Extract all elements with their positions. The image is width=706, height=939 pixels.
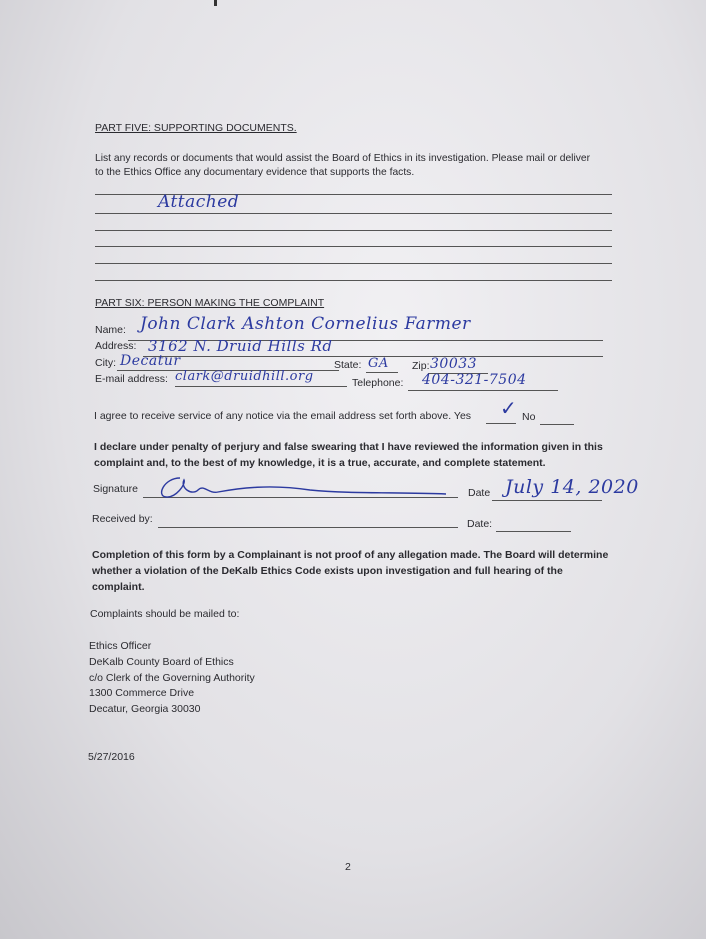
part-five-instructions-line2: to the Ethics Office any documentary evidence that supports the facts. bbox=[95, 167, 415, 178]
email-value: clark@druidhill.org bbox=[175, 369, 314, 384]
received-by-line bbox=[158, 527, 458, 528]
part-six-heading: PART SIX: PERSON MAKING THE COMPLAINT bbox=[95, 297, 325, 309]
state-value: GA bbox=[368, 356, 389, 371]
email-consent-text: I agree to receive service of any notice via the email address set forth above. Yes bbox=[94, 410, 472, 422]
received-by-label: Received by: bbox=[92, 513, 153, 525]
no-label: No bbox=[522, 411, 536, 423]
address-label: Address: bbox=[95, 340, 137, 352]
handwritten-attached: Attached bbox=[158, 192, 240, 212]
telephone-line bbox=[408, 390, 558, 391]
email-label: E-mail address: bbox=[95, 373, 168, 385]
received-date-line bbox=[496, 531, 571, 532]
email-line bbox=[175, 386, 347, 387]
telephone-label: Telephone: bbox=[352, 377, 404, 389]
date-line bbox=[492, 500, 602, 501]
page-top-mark bbox=[214, 0, 217, 6]
notice-line3: complaint. bbox=[92, 581, 145, 593]
date-label: Date bbox=[468, 487, 491, 499]
telephone-value: 404-321-7504 bbox=[422, 372, 527, 388]
revision-date: 5/27/2016 bbox=[88, 751, 135, 763]
city-value: Decatur bbox=[120, 353, 181, 369]
yes-checkmark: ✓ bbox=[500, 396, 518, 420]
mailing-address-line3: c/o Clerk of the Governing Authority bbox=[89, 672, 255, 684]
received-date-label: Date: bbox=[467, 518, 493, 530]
mailing-address-line2: DeKalb County Board of Ethics bbox=[89, 656, 234, 668]
name-label: Name: bbox=[95, 324, 126, 336]
no-line bbox=[540, 424, 574, 425]
notice-line1: Completion of this form by a Complainant is not proof of any allegation made. The Board will determine bbox=[92, 549, 609, 561]
answer-line-4 bbox=[95, 246, 612, 247]
page-number: 2 bbox=[345, 861, 351, 873]
yes-line bbox=[486, 423, 516, 424]
declaration-line2: complaint and, to the best of my knowledge, it is a true, accurate, and complete statement. bbox=[94, 457, 546, 469]
notice-line2: whether a violation of the DeKalb Ethics Code exists upon investigation and full hearing of the bbox=[92, 565, 563, 577]
mailing-address-line4: 1300 Commerce Drive bbox=[89, 687, 195, 699]
zip-label: Zip: bbox=[412, 360, 430, 372]
answer-line-6 bbox=[95, 280, 612, 281]
answer-line-5 bbox=[95, 263, 612, 264]
mailing-address-line1: Ethics Officer bbox=[89, 640, 152, 652]
signature-image bbox=[150, 470, 450, 504]
mailing-address-line5: Decatur, Georgia 30030 bbox=[89, 703, 201, 715]
declaration-line1: I declare under penalty of perjury and false swearing that I have reviewed the information given in this bbox=[94, 441, 603, 453]
date-value: July 14, 2020 bbox=[505, 476, 639, 498]
state-line bbox=[366, 372, 398, 373]
part-five-instructions-line1: List any records or documents that would assist the Board of Ethics in its investigation. Please mail or deliver bbox=[95, 153, 591, 164]
part-five-heading: PART FIVE: SUPPORTING DOCUMENTS. bbox=[95, 122, 297, 134]
name-value: John Clark Ashton Cornelius Farmer bbox=[140, 314, 471, 334]
signature-label: Signature bbox=[93, 483, 138, 495]
zip-value: 30033 bbox=[430, 356, 478, 372]
answer-line-2 bbox=[95, 213, 612, 214]
state-label: State: bbox=[334, 359, 362, 371]
answer-line-3 bbox=[95, 230, 612, 231]
address-value: 3162 N. Druid Hills Rd bbox=[148, 337, 333, 355]
mailing-intro: Complaints should be mailed to: bbox=[90, 608, 240, 620]
city-label: City: bbox=[95, 357, 116, 369]
